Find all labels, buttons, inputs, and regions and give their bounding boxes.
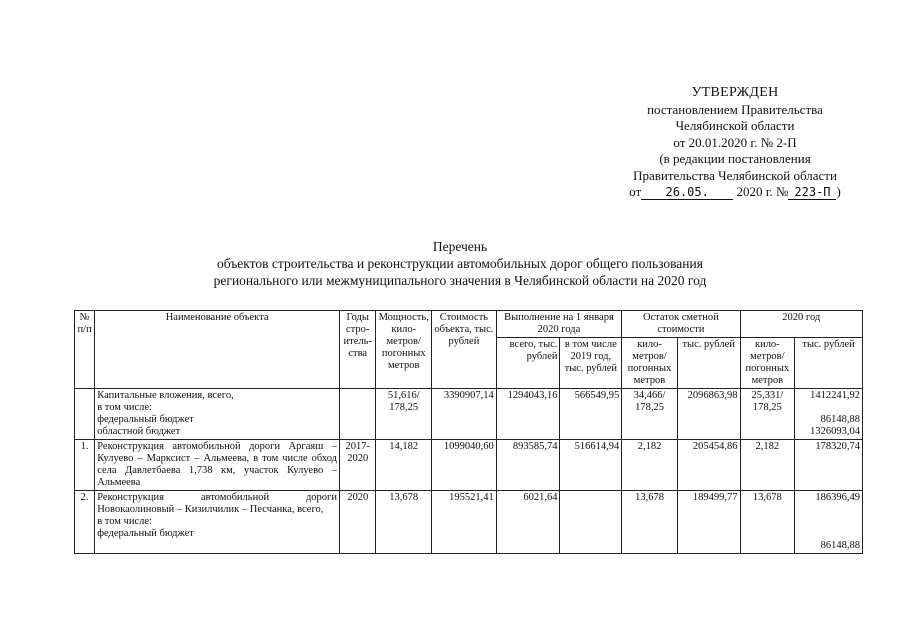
name-line: Реконструкция автомобильной дороги Новокаолиновый – Кизилчилик – Песчанка, всего, (97, 492, 337, 515)
name-line: федеральный бюджет (97, 414, 194, 425)
name-line: в том числе: (97, 402, 152, 413)
table-cell-2020-km: 2,182 (740, 440, 795, 491)
table-cell-name (95, 389, 340, 440)
spacer (797, 504, 860, 540)
col-header-done-2019: в том числе 2019 год, тыс. рублей (560, 338, 622, 389)
col-header-years: Годы стро- итель- ства (340, 311, 376, 389)
table-cell-2020-km: 13,678 (740, 491, 795, 554)
table-cell-done-2019 (560, 491, 622, 554)
value-line: 86148,88 (820, 540, 860, 551)
spacer (797, 402, 860, 414)
table-row-2 (75, 491, 863, 554)
table-cell-cost: 1099040,60 (432, 440, 497, 491)
table-cell (340, 389, 376, 440)
col-header-2020-km: кило- метров/ погонных метров (740, 338, 795, 389)
table-cell-capacity: 51,616/ 178,25 (376, 389, 432, 440)
amendment-date-line (590, 184, 880, 201)
table-cell-num: 1. (75, 440, 95, 491)
table-cell-name (95, 491, 340, 554)
table-cell-rest-km: 34,466/ 178,25 (622, 389, 678, 440)
table-cell-2020-rub (795, 389, 863, 440)
table-row-1 (75, 440, 863, 491)
table-cell-cost: 195521,41 (432, 491, 497, 554)
col-header-rest-rub: тыс. рублей (677, 338, 740, 389)
col-header-name: Наименование объекта (95, 311, 340, 389)
approval-line: от 20.01.2020 г. № 2-П (673, 134, 797, 150)
table-cell-name: Реконструкция автомобильной дороги Аргаяш – Кулуево – Марксист – Альмеева, в том числе обход села Давлетбаева 1,738 км, участок Кулуево – Альмеева (95, 440, 340, 491)
table-cell-rest-km: 13,678 (622, 491, 678, 554)
table-cell-rest-rub: 205454,86 (677, 440, 740, 491)
col-header-done-total: всего, тыс. рублей (496, 338, 560, 389)
table-cell-2020-rub (795, 491, 863, 554)
table-header-row (75, 311, 863, 338)
handwritten-number: 223-П (788, 186, 836, 200)
value-line: 1326093,04 (810, 426, 860, 437)
approval-line: постановлением Правительства (647, 101, 823, 117)
table-cell-num: 2. (75, 491, 95, 554)
value-line: 86148,88 (820, 414, 860, 425)
table-cell-done-2019: 566549,95 (560, 389, 622, 440)
col-header-2020-rub: тыс. рублей (795, 338, 863, 389)
value-line: 1412241,92 (810, 390, 860, 401)
table-cell-2020-km: 25,331/ 178,25 (740, 389, 795, 440)
close-paren: ) (836, 184, 841, 199)
approval-heading: УТВЕРЖДЕН (691, 85, 779, 100)
table-cell-done-2019: 516614,94 (560, 440, 622, 491)
name-line: областной бюджет (97, 426, 181, 437)
table-cell-done-total: 6021,64 (496, 491, 560, 554)
name-line: Капитальные вложения, всего, (97, 390, 234, 401)
value-line: 186396,49 (815, 492, 860, 503)
table-cell-rest-rub: 189499,77 (677, 491, 740, 554)
approval-block (590, 85, 880, 201)
title-line-1: Перечень (432, 239, 488, 254)
title-line-3: регионального или межмуниципального значения в Челябинской области на 2020 год (213, 273, 707, 288)
col-header-done: Выполнение на 1 января 2020 года (496, 311, 621, 338)
table-cell-done-total: 893585,74 (496, 440, 560, 491)
year-text: 2020 г. № (736, 184, 789, 199)
table-cell-cost: 3390907,14 (432, 389, 497, 440)
table-cell-rest-rub: 2096863,98 (677, 389, 740, 440)
col-header-capacity: Мощность, кило- метров/ погонных метров (376, 311, 432, 389)
col-header-num: № п/п (75, 311, 95, 389)
table-cell-years: 2017- 2020 (340, 440, 376, 491)
table-cell-capacity: 14,182 (376, 440, 432, 491)
title-line-2: объектов строительства и реконструкции автомобильных дорог общего пользования (217, 256, 703, 271)
document-title (150, 238, 770, 289)
col-header-rest-km: кило- метров/ погонных метров (622, 338, 678, 389)
table-cell-2020-rub: 178320,74 (795, 440, 863, 491)
approval-line: (в редакции постановления (659, 151, 811, 166)
table-cell-years: 2020 (340, 491, 376, 554)
table-cell (75, 389, 95, 440)
handwritten-date: 26.05. (641, 186, 733, 200)
name-line: в том числе: (97, 516, 152, 527)
table-cell-done-total: 1294043,16 (496, 389, 560, 440)
approval-line: Правительства Челябинской области (633, 167, 837, 183)
name-line: федеральный бюджет (97, 528, 194, 539)
col-header-rest: Остаток сметной стоимости (622, 311, 740, 338)
approval-line: Челябинской области (675, 118, 795, 133)
table-cell-capacity: 13,678 (376, 491, 432, 554)
table-row-total (75, 389, 863, 440)
col-header-2020: 2020 год (740, 311, 862, 338)
date-prefix: от (629, 184, 642, 199)
table-cell-rest-km: 2,182 (622, 440, 678, 491)
col-header-cost: Стоимость объекта, тыс. рублей (432, 311, 497, 389)
objects-table (74, 310, 863, 554)
